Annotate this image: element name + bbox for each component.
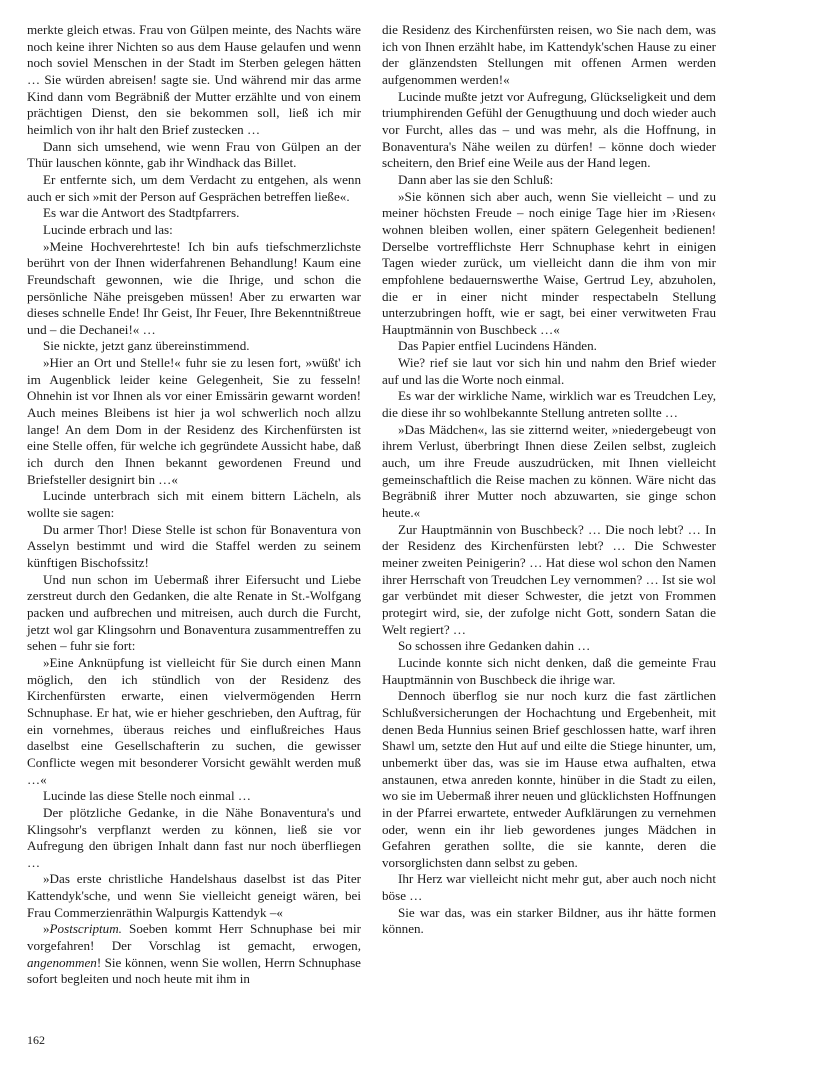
paragraph: Der plötzliche Gedanke, in die Nähe Bonaventura's und Klingsohr's verpflanzt werden zu können, ließ sie vor Aufregung den übrigen Inhalt dann fast nur noch überfliegen … — [27, 804, 361, 870]
paragraph: »Hier an Ort und Stelle!« fuhr sie zu lesen fort, »wüßt' ich im Augenblick leider keine Gelegenheit, Sie zu fesseln! Ohnehin ist vor Ihnen als vor einer Emissärin gewarnt worden! Auch meines Bleibens ist hier ja wol schwerlich noch allzu lange! An dem Dom in der Residenz des Kirchenfürsten ist eine Stelle offen, für welche ich gegründete Aussicht habe, daß ich durch den Ihnen bekannt gewordenen Freund und Briefsteller designirt bin …« — [27, 355, 361, 487]
paragraph: Lucinde mußte jetzt vor Aufregung, Glückseligkeit und dem triumphirenden Gefühl der Genugthuung und doch wieder auch vor Furcht, alles das – und was mehr, als die Hoffnung, in Bonaventura's Nähe weilen zu dürfen! – könne doch wieder scheitern, den Brief eine Weile aus der Hand legen. — [382, 88, 716, 171]
paragraph: Es war der wirkliche Name, wirklich war es Treudchen Ley, die diese ihr so wohlbekannte Stellung antreten sollte … — [382, 388, 716, 421]
paragraph: »Das Mädchen«, las sie zitternd weiter, »niedergebeugt von ihrem Verlust, überbringt Ihnen diese Zeilen selbst, zugleich auch, um ihre Freude auszudrücken, mit Ihnen vielleicht gemeinschaftlich die Reise machen zu können. Wäre nicht das Begräbniß ihrer Mutter noch abzuwarten, sie ginge schon heute.« — [382, 421, 716, 521]
paragraph: Lucinde erbrach und las: — [43, 221, 173, 237]
emphasis: Postscriptum. — [49, 921, 122, 937]
paragraph: So schossen ihre Gedanken dahin … — [398, 638, 591, 654]
emphasis: angenommen — [27, 954, 97, 970]
paragraph: die Residenz des Kirchenfürsten reisen, wo Sie nach dem, was ich von Ihnen erzählt habe, im Kattendyk'schen Hause zu einer der glänzendsten Stellungen mit offenen Armen werden aufgenommen werden!« — [382, 22, 716, 87]
paragraph: »Das erste christliche Handelshaus daselbst ist das Piter Kattendyk'sche, und wenn Sie vielleicht geneigt wären, bei Frau Commerzienräthin Walpurgis Kattendyk –« — [27, 871, 361, 920]
paragraph: Sie war das, was ein starker Bildner, aus ihr hätte formen können. — [382, 904, 716, 937]
paragraph: merkte gleich etwas. Frau von Gülpen meinte, des Nachts wäre noch keine ihrer Nichten so aus dem Hause gelaufen und wenn noch soviel Menschen in der Stadt im Sterben gelegen hätten … Sie würden abreisen! sagte sie. Und während mir das arme Kind dann vom Begräbniß der Mutter erzählte und von einem prächtigen Dienst, den sie bekommen soll, ließ ich mir heimlich von ihr halt den Brief zustecken … — [27, 22, 361, 137]
paragraph: »Sie können sich aber auch, wenn Sie vielleicht – und zu meiner höchsten Freude – noch einige Tage hier im ›Riesen‹ wohnen bleiben wollen, einer spätern Gelegenheit bedienen! Derselbe vortrefflichste Herr Schnuphase kehrt in einigen Tagen wieder zurück, um vielleicht dann die ihm von mir empfohlene bedauernswerthe Waise, Gertrud Ley, abzuholen, die er in einer nicht minder respectabeln Stellung unterzubringen hofft, wie er sagt, bei einer verwitweten Frau Hauptmännin von Buschbeck …« — [382, 188, 716, 337]
paragraph: Und nun schon im Uebermaß ihrer Eifersucht und Liebe zerstreut durch den Gedanken, die alte Renate in St.-Wolfgang packen und aufbrechen und mitreisen, auch durch die Furcht, jetzt wol gar Klingsohrn und Bonaventura zusammentreffen zu sehen – fuhr sie fort: — [27, 571, 361, 654]
paragraph: Wie? rief sie laut vor sich hin und nahm den Brief wieder auf und las die Worte noch einmal. — [382, 355, 716, 387]
paragraph: »Meine Hochverehrteste! Ich bin aufs tiefschmerzlichste berührt von der Ihnen widerfahrenen Behandlung! Kaum eine Freundschaft gewonnen, wie die Ihrige, und schon die persönliche Nähe preisgeben müssen! Aber zu erwarten war dieses schnelle Ende! Ihr Geist, Ihr Feuer, Ihre Bekenntnißtreue und – die Dechanei!« … — [27, 238, 361, 337]
paragraph: Zur Hauptmännin von Buschbeck? … Die noch lebt? … In der Residenz des Kirchenfürsten lebt? … Die Schwester meiner zweiten Peinigerin? … Hat diese wol schon den Namen ihrer Herrschaft von Treudchen Ley vernommen? … Ist sie wol gar verbündet mit dieser Schwester, die jetzt von Frommen protegirt wird, sie, der zufolge nicht Gott, sondern Satan die Welt regiert? … — [382, 521, 716, 637]
paragraph: »Eine Anknüpfung ist vielleicht für Sie durch einen Mann möglich, den ich stündlich von der Residenz des Kirchenfürsten erwarte, einen vielvermögenden Herrn Schnuphase. Er hat, wie er hieher geschrieben, den Auftrag, für ein vornehmes, überaus reiches und einflußreiches Haus daselbst eine Gesellschafterin zu suchen, die gewisser Conflicte wegen mit besonderer Vorsicht gewählt werden muß …« — [27, 654, 361, 787]
paragraph: Das Papier entfiel Lucindens Händen. — [398, 338, 597, 354]
postscript-paragraph: »Postscriptum. Soeben kommt Herr Schnuphase bei mir vorgefahren! Der Vorschlag ist gemacht, erwogen, angenommen! Sie können, wenn Sie wollen, Herrn Schnuphase sofort begleiten und noch heute mit ihm in — [27, 921, 361, 987]
paragraph: Dann sich umsehend, wie wenn Frau von Gülpen an der Thür lauschen könnte, gab ihr Windhack das Billet. — [27, 138, 361, 171]
paragraph: Er entfernte sich, um dem Verdacht zu entgehen, als wenn auch er sich »mit der Person auf Gesprächen betreffen ließe«. — [27, 171, 361, 204]
page-number: 162 — [27, 1033, 45, 1047]
paragraph: Sie nickte, jetzt ganz übereinstimmend. — [43, 338, 250, 354]
paragraph: Lucinde konnte sich nicht denken, daß die gemeinte Frau Hauptmännin von Buschbeck die ihrige war. — [382, 654, 716, 687]
paragraph: Es war die Antwort des Stadtpfarrers. — [43, 205, 240, 221]
paragraph: Dennoch überflog sie nur noch kurz die fast zärtlichen Schlußversicherungen der Hochachtung und Ergebenheit, mit denen Beda Hunnius seinen Brief geschlossen hatte, warf ihren Shawl um, setzte den Hut auf und eilte die Stiege hinunter, um, unbemerkt über das, was sie im Hause etwa aufhalten, etwa anstaunen, etwa anreden konnte, hinüber in die Stadt zu eilen, wo sie im Uebermaß ihrer neuen und glücklichsten Hoffnungen in der Pfarrei erwartete, entweder Aufklärungen zu vernehmen oder, wenn ein ihr lieb gewordenes junges Mädchen in Gefahren gerathen sollte, die sie kannte, deren die vorsorglichsten dann selbst zu geben. — [382, 688, 716, 870]
paragraph: Du armer Thor! Diese Stelle ist schon für Bonaventura von Asselyn bestimmt und wird die Staffel werden zu seinem künftigen Bischofssitz! — [27, 521, 361, 570]
right-column — [382, 22, 716, 938]
paragraph: Lucinde unterbrach sich mit einem bittern Lächeln, als wollte sie sagen: — [27, 488, 361, 521]
paragraph: Dann aber las sie den Schluß: — [398, 171, 554, 187]
left-column — [27, 22, 361, 988]
paragraph: Ihr Herz war vielleicht nicht mehr gut, aber auch noch nicht böse … — [382, 871, 716, 904]
paragraph: Lucinde las diese Stelle noch einmal … — [43, 788, 251, 804]
